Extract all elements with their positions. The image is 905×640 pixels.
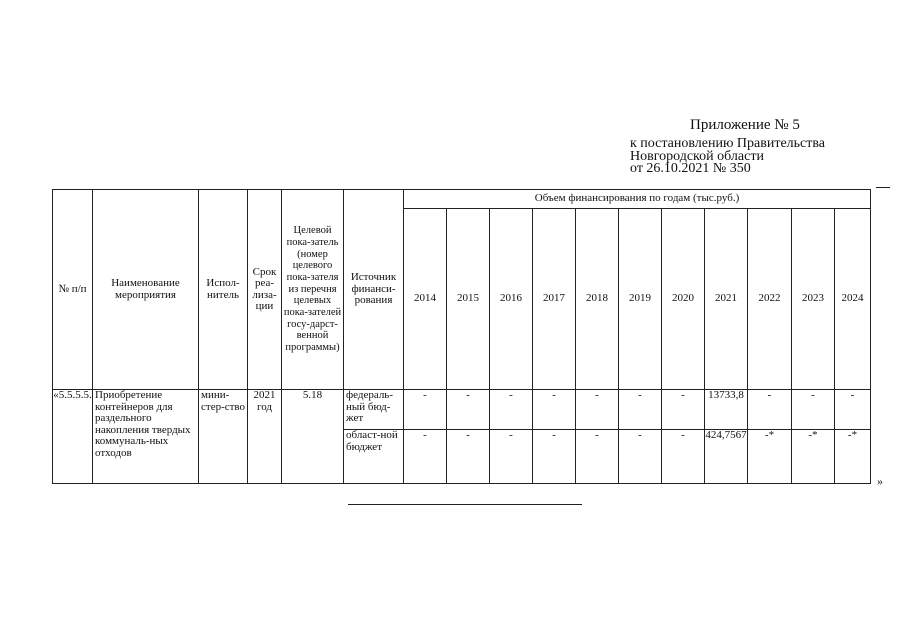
value-cell: -: [447, 430, 490, 484]
header-year: 2020: [662, 209, 705, 390]
value-cell: -: [576, 430, 619, 484]
header-year: 2016: [490, 209, 533, 390]
value-cell: -: [792, 390, 835, 430]
header-name: Наименование мероприятия: [93, 190, 199, 390]
source-federal: федераль-ный бюд-жет: [344, 390, 404, 430]
value-cell: -: [662, 390, 705, 430]
value-cell: -*: [835, 430, 871, 484]
header-year: 2023: [792, 209, 835, 390]
value-cell: -: [576, 390, 619, 430]
value-cell: -: [404, 430, 447, 484]
row-executor: мини-стер-ство: [199, 390, 248, 484]
appendix-line-1: к постановлению Правительства: [630, 136, 826, 151]
value-cell: -: [748, 390, 792, 430]
header-year: 2015: [447, 209, 490, 390]
row-name: Приобретение контейнеров для раздельного накопления твердых коммуналь-ных отходов: [93, 390, 199, 484]
row-indicator: 5.18: [282, 390, 344, 484]
value-cell: -: [619, 430, 662, 484]
header-volume: Объем финансирования по годам (тыс.руб.): [404, 190, 871, 209]
value-cell: -: [835, 390, 871, 430]
value-cell: -: [533, 430, 576, 484]
header-term: Срок реа-лиза-ции: [248, 190, 282, 390]
value-cell: -: [619, 390, 662, 430]
value-cell: -*: [792, 430, 835, 484]
header-year: 2014: [404, 209, 447, 390]
header-year: 2022: [748, 209, 792, 390]
appendix-line-3: от 26.10.2021 № 350: [630, 161, 751, 176]
value-cell: -: [447, 390, 490, 430]
header-executor: Испол-нитель: [199, 190, 248, 390]
closing-quote: »: [877, 474, 883, 488]
header-year: 2017: [533, 209, 576, 390]
value-cell: -: [404, 390, 447, 430]
header-year: 2021: [705, 209, 748, 390]
value-cell: -: [662, 430, 705, 484]
source-regional: област-ной бюджет: [344, 430, 404, 484]
table-border-tail: [876, 187, 890, 188]
header-year: 2024: [835, 209, 871, 390]
value-cell: -*: [748, 430, 792, 484]
row-term: 2021 год: [248, 390, 282, 484]
header-num: № п/п: [53, 190, 93, 390]
separator-line: [348, 504, 582, 505]
value-cell: 424,7567: [705, 430, 748, 484]
appendix-title: Приложение № 5: [690, 117, 800, 133]
header-indicator: Целевой пока-затель (номер целевого пока-зателя из перечня целевых пока-зателей госу-дарст-венной программы): [282, 190, 344, 390]
header-year: 2018: [576, 209, 619, 390]
row-num: «5.5.5.5.: [53, 390, 93, 484]
appendix-line-2: Новгородской области: [630, 149, 764, 164]
value-cell: 13733,8: [705, 390, 748, 430]
value-cell: -: [533, 390, 576, 430]
value-cell: -: [490, 430, 533, 484]
header-year: 2019: [619, 209, 662, 390]
financing-table: [52, 189, 871, 484]
header-source: Источник финанси-рования: [344, 190, 404, 390]
value-cell: -: [490, 390, 533, 430]
